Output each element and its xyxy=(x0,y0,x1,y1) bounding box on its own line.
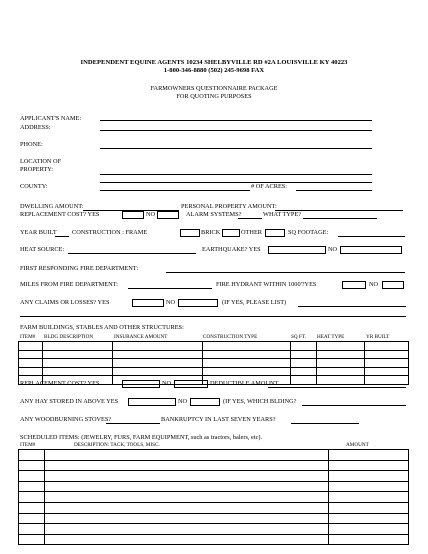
other-label: OTHER xyxy=(241,229,262,236)
table-row[interactable] xyxy=(19,460,409,471)
farm-replacement-no-label: NO xyxy=(162,380,172,387)
miles-label: MILES FROM FIRE DEPARTMENT: xyxy=(20,281,118,288)
earthquake-no-label: NO xyxy=(328,246,338,253)
col-item: ITEM# xyxy=(20,334,36,340)
table-row[interactable] xyxy=(19,492,409,503)
location-field-2[interactable] xyxy=(100,182,372,183)
claims-no-label: NO xyxy=(166,299,176,306)
replacement-yes-box[interactable] xyxy=(122,211,144,219)
county-field[interactable] xyxy=(100,190,250,191)
hay-yes-box[interactable] xyxy=(128,398,176,406)
brick-box[interactable] xyxy=(222,229,240,237)
claims-list-field[interactable] xyxy=(298,306,406,307)
hay-no-box[interactable] xyxy=(190,398,220,406)
sq-footage-field[interactable] xyxy=(338,236,405,237)
sched-col-item: ITEM# xyxy=(20,442,36,448)
agency-address-line: INDEPENDENT EQUINE AGENTS 10234 SHELBYVILLE RD #2A LOUISVILLE KY 40223 xyxy=(80,59,348,66)
year-built-label: YEAR BUILT xyxy=(20,229,57,236)
hay-label: ANY HAY STORED IN ABOVE YES xyxy=(20,398,119,405)
claims-no-box[interactable] xyxy=(178,299,218,307)
hydrant-no-label: NO xyxy=(369,281,379,288)
sched-col-amount: AMOUNT xyxy=(346,442,369,448)
scheduled-items-table xyxy=(18,449,409,545)
alarm-field[interactable] xyxy=(238,218,262,219)
table-row[interactable] xyxy=(19,481,409,492)
col-heat-type: HEAT TYPE xyxy=(317,334,345,340)
farm-buildings-table xyxy=(18,341,409,385)
which-bldg-field[interactable] xyxy=(302,405,406,406)
table-row[interactable] xyxy=(19,502,409,513)
deductible-label: DEDUCTIBLE AMOUNT xyxy=(210,380,279,387)
deductible-field[interactable] xyxy=(268,387,406,388)
what-type-field[interactable] xyxy=(303,218,377,219)
woodburning-label: ANY WOODBURNING STOVES? xyxy=(20,416,112,423)
col-insurance-amount: INSURANCE AMOUNT xyxy=(114,334,168,340)
table-row[interactable] xyxy=(19,471,409,482)
construction-label: CONSTRUCTION : FRAME xyxy=(72,229,148,236)
please-list-label: (IF YES, PLEASE LIST) xyxy=(222,299,287,306)
phone-label: PHONE: xyxy=(20,141,43,148)
table-row[interactable] xyxy=(19,350,409,359)
farm-replacement-no-box[interactable] xyxy=(174,380,208,388)
claims-yes-box[interactable] xyxy=(132,299,164,307)
earthquake-no-box[interactable] xyxy=(340,246,402,254)
woodburning-field[interactable] xyxy=(106,423,160,424)
heat-source-label: HEAT SOURCE: xyxy=(20,246,65,253)
col-bldg-description: BLDG DESCRIPTION xyxy=(44,334,94,340)
alarm-label: ALARM SYSTEMS? xyxy=(186,211,242,218)
address-field[interactable] xyxy=(100,130,372,131)
acres-label: # OF ACRES: xyxy=(251,183,288,190)
acres-field[interactable] xyxy=(296,190,372,191)
claims-label: ANY CLAIMS OR LOSSES? YES xyxy=(20,299,110,306)
hydrant-yes-box[interactable] xyxy=(342,281,366,289)
replacement-cost-label: REPLACEMENT COST? YES xyxy=(20,211,100,218)
location-field-1[interactable] xyxy=(100,174,372,175)
sched-col-description: DESCRIPTION: TACK, TOOLS, MISC. xyxy=(74,442,160,448)
hay-no-label: NO xyxy=(178,398,188,405)
table-row[interactable] xyxy=(19,342,409,351)
brick-label: BRICK xyxy=(201,229,221,236)
bankruptcy-label: BANKRUPTCY IN LAST SEVEN YEARS? xyxy=(161,416,276,423)
earthquake-yes-box[interactable] xyxy=(268,246,326,254)
agency-phone-line: 1-800-346-8880 (502) 245-9698 FAX xyxy=(163,67,265,74)
sq-footage-label: SQ FOOTAGE: xyxy=(288,229,329,236)
year-built-field[interactable] xyxy=(55,236,69,237)
form-title: FARMOWNERS QUESTIONNAIRE PACKAGE xyxy=(150,85,278,92)
bankruptcy-field[interactable] xyxy=(291,423,359,424)
replacement-no-box[interactable] xyxy=(157,211,179,219)
table-row[interactable] xyxy=(19,450,409,461)
replacement-no-label: NO xyxy=(146,211,156,218)
miles-field[interactable] xyxy=(128,288,212,289)
form-subtitle: FOR QUOTING PURPOSES xyxy=(176,93,252,100)
heat-source-field[interactable] xyxy=(68,253,196,254)
claims-list-line[interactable] xyxy=(20,316,406,317)
county-label: COUNTY: xyxy=(20,183,48,190)
table-row[interactable] xyxy=(19,534,409,545)
table-row[interactable] xyxy=(19,513,409,524)
col-sq-ft: SQ FT. xyxy=(291,334,306,340)
table-row[interactable] xyxy=(19,359,409,368)
personal-property-label: PERSONAL PROPERTY AMOUNT: xyxy=(181,203,277,210)
earthquake-label: EARTHQUAKE? YES xyxy=(202,246,261,253)
farm-buildings-title: FARM BUILDINGS, STABLES AND OTHER STRUCTURES: xyxy=(20,324,184,331)
col-construction-type: CONSTRUCTION TYPE xyxy=(203,334,258,340)
hydrant-no-box[interactable] xyxy=(382,281,404,289)
farm-replacement-yes-box[interactable] xyxy=(122,380,160,388)
other-box[interactable] xyxy=(265,229,285,237)
fire-dept-label: FIRST RESPONDING FIRE DEPARTMENT: xyxy=(20,265,139,272)
table-row[interactable] xyxy=(19,524,409,535)
applicant-name-field[interactable] xyxy=(100,120,372,121)
location-label-1: LOCATION OF xyxy=(20,158,62,165)
which-bldg-label: (IF YES, WHICH BLDING? xyxy=(223,398,297,405)
farm-replacement-label: REPLACEMENT COST? YES xyxy=(20,380,100,387)
table-row[interactable] xyxy=(19,367,409,376)
dwelling-amount-label: DWELLING AMOUNT: xyxy=(20,203,84,210)
applicant-name-label: APPLICANT'S NAME: xyxy=(20,115,82,122)
hydrant-label: FIRE HYDRANT WITHIN 1000'?YES xyxy=(216,281,317,288)
col-yr-built: YR BUILT xyxy=(366,334,390,340)
phone-field[interactable] xyxy=(100,148,372,149)
location-label-2: PROPERTY: xyxy=(20,166,53,173)
frame-box[interactable] xyxy=(180,229,200,237)
scheduled-items-title: SCHEDULED ITEMS: (JEWELRY, FURS, FARM EQUIPMENT, such as tractors, balers, etc). xyxy=(20,434,263,441)
what-type-label: WHAT TYPE? xyxy=(263,211,302,218)
fire-dept-field[interactable] xyxy=(166,272,405,273)
address-label: ADDRESS: xyxy=(20,124,51,131)
